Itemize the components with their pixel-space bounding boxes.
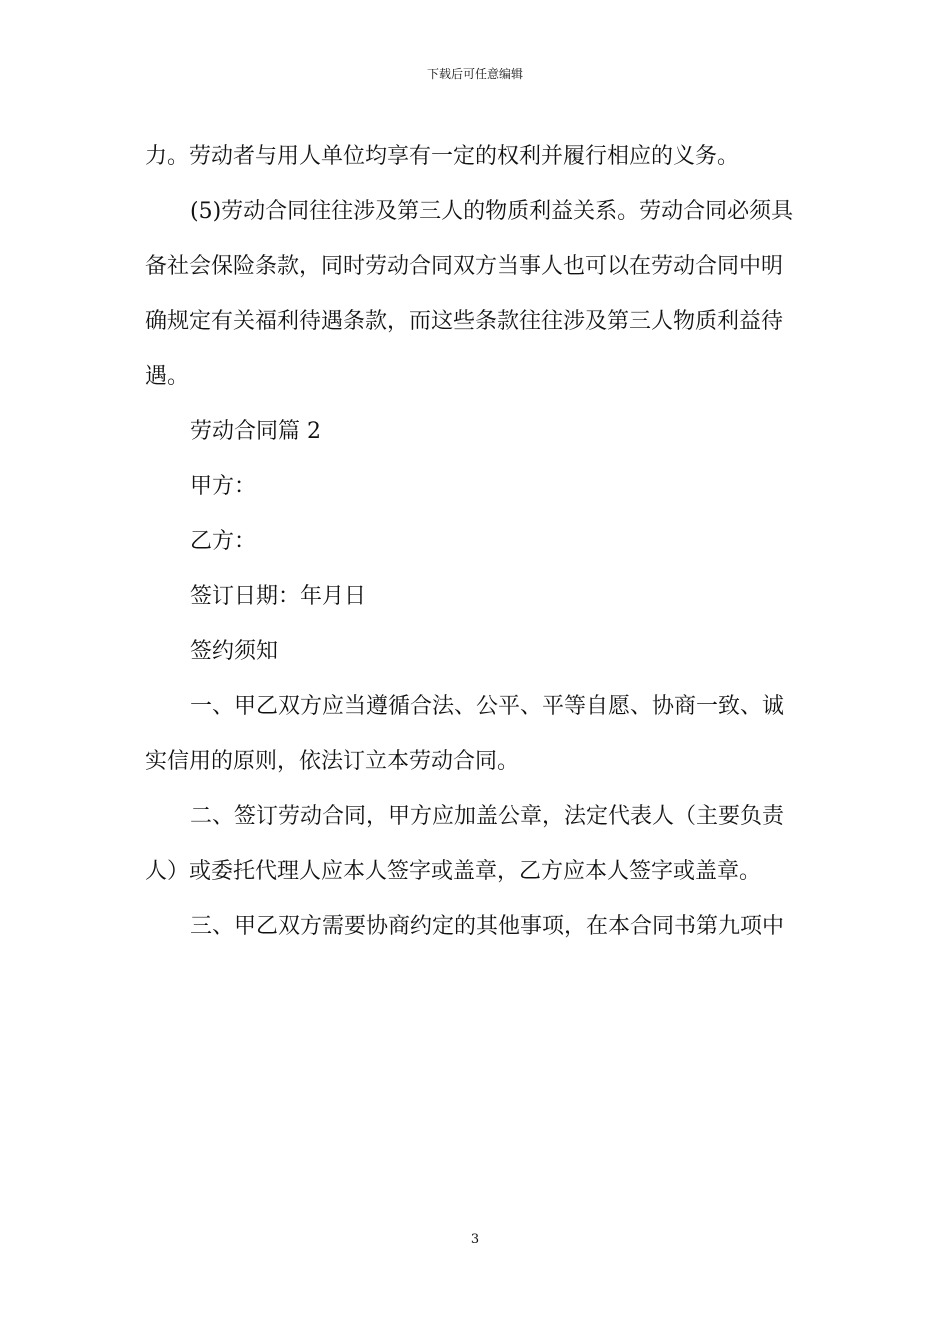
page-number: 3 — [470, 1232, 480, 1247]
paragraph-line: 三、甲乙双方需要协商约定的其他事项，在本合同书第九项中 — [190, 914, 785, 939]
paragraph-line: (5)劳动合同往往涉及第三人的物质利益关系。劳动合同必须具 — [190, 199, 794, 224]
paragraph-line: 备社会保险条款，同时劳动合同双方当事人也可以在劳动合同中明 — [145, 254, 784, 279]
document-body — [145, 129, 810, 954]
paragraph-line: 力。劳动者与用人单位均享有一定的权利并履行相应的义务。 — [145, 144, 740, 169]
signing-notice-heading: 签约须知 — [190, 639, 279, 664]
paragraph-line: 人）或委托代理人应本人签字或盖章，乙方应本人签字或盖章。 — [145, 859, 762, 884]
paragraph-line: 二、签订劳动合同，甲方应加盖公章，法定代表人（主要负责 — [190, 804, 785, 829]
party-a-label: 甲方： — [190, 474, 257, 499]
paragraph-line: 实信用的原则，依法订立本劳动合同。 — [145, 749, 520, 774]
paragraph-line: 一、甲乙双方应当遵循合法、公平、平等自愿、协商一致、诚 — [190, 694, 785, 719]
section-heading: 劳动合同篇 2 — [190, 419, 321, 444]
page-header: 下载后可任意编辑 — [426, 67, 523, 81]
paragraph-line: 确规定有关福利待遇条款，而这些条款往往涉及第三人物质利益待 — [145, 309, 784, 334]
signing-date-label: 签订日期：年月日 — [190, 584, 367, 609]
paragraph-line: 遇。 — [145, 364, 190, 389]
party-b-label: 乙方： — [190, 529, 257, 554]
